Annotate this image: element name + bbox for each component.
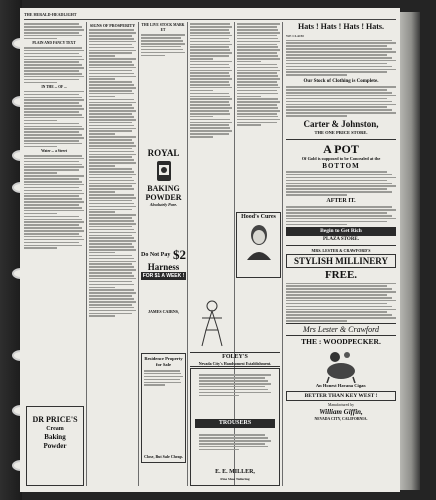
foleys-title: FOLEY'S: [222, 354, 248, 360]
harness-ad: [141, 248, 186, 298]
portrait-icon: [244, 222, 274, 260]
woodpecker-illustration-icon: [321, 347, 361, 383]
news-text: [286, 206, 396, 225]
millinery-title: STYLISH MILLINERY: [286, 254, 396, 268]
hats-store: THE ONE PRICE STORE.: [314, 129, 368, 135]
news-text: [286, 283, 396, 322]
news-text: [190, 93, 232, 118]
figure-illustration-icon: [192, 298, 232, 348]
column-rule: [282, 22, 283, 486]
news-text: [89, 99, 136, 135]
news-text: [89, 289, 136, 317]
column-2: [89, 22, 136, 486]
royal-line4: Absolutely Pure.: [149, 202, 178, 207]
divider: [286, 139, 396, 140]
hats-firm: Carter & Johnston,: [303, 118, 379, 129]
news-text: [24, 91, 84, 122]
harness-prefix: Do Not Pay: [141, 252, 171, 258]
news-text: [144, 370, 183, 386]
pot-headline: A POT: [323, 141, 359, 156]
trousers-name: E. E. MILLER,: [215, 469, 255, 475]
news-text: [89, 29, 136, 57]
news-text: [89, 168, 136, 193]
royal-baking-ad: [141, 148, 186, 238]
news-text: [199, 373, 271, 413]
news-text: [237, 98, 280, 126]
divider: [286, 245, 396, 246]
headline: SIGNS OF PROSPERITY: [89, 23, 136, 28]
royal-line2: BAKING: [147, 184, 180, 193]
hoods-ad: [236, 212, 281, 278]
news-text: [286, 40, 396, 76]
news-text: [89, 58, 136, 80]
harness-line3: FOR $1 A WEEK !: [142, 273, 185, 279]
millinery-script: Mrs Lester & Crawford: [286, 323, 396, 336]
hats-clothing: Our Stock of Clothing is Complete.: [303, 78, 379, 84]
dr-price-line4: Powder: [43, 442, 67, 450]
millinery-firm: MRS. LESTER & CRAWFORD'S: [311, 248, 371, 254]
column-rule: [138, 22, 139, 486]
news-text: [89, 81, 136, 97]
hoods-title: Hood's Cures: [241, 214, 276, 220]
masthead-rule: [24, 19, 396, 20]
news-text: [89, 136, 136, 167]
baking-powder-can-icon: [154, 159, 174, 183]
trousers-tag: Fine Shoe Tailoring: [220, 477, 250, 481]
page-edge: [398, 12, 420, 490]
woodpecker-better: BETTER THAN KEY WEST !: [286, 391, 396, 401]
headline: Water ... a Street: [41, 148, 67, 153]
news-text: [286, 86, 396, 117]
news-text: [89, 255, 136, 288]
plaza-store: PLAZA STORE.: [322, 237, 360, 243]
trousers-word: TROUSERS: [195, 419, 275, 428]
newspaper-page: [20, 8, 400, 492]
news-text: [24, 175, 84, 214]
news-text: [190, 23, 232, 59]
woodpecker-tag: An Honest Havana Cigar.: [315, 382, 367, 388]
news-text: [89, 214, 136, 253]
column-rule: [187, 22, 188, 486]
pot-after: AFTER IT.: [326, 197, 356, 204]
headline: THE LIVE STOCK MARKET: [141, 23, 185, 32]
dr-price-line3: Baking: [44, 433, 66, 441]
pot-sub1: Of Gold is supposed to be Concealed at the: [301, 155, 381, 161]
news-text: [24, 47, 84, 83]
news-text: [24, 155, 84, 174]
headline: IN THE ... OF ...: [41, 84, 67, 89]
hats-claim: WE CLAIM: [286, 34, 304, 38]
woodpecker-city: NEVADA CITY, CALIFORNIA.: [314, 416, 368, 421]
headline: PLAIN AND FANCY TEXT: [32, 40, 76, 45]
woodpecker-name: William Giffin,: [319, 407, 363, 416]
hats-headline: Hats ! Hats ! Hats ! Hats.: [298, 22, 384, 31]
royal-line3: POWDER: [145, 193, 182, 202]
news-text: [89, 194, 136, 213]
masthead-title: THE HERALD-HEADLIGHT: [24, 12, 77, 17]
binding-strip: [0, 0, 22, 500]
dr-price-line2: Cream: [46, 426, 64, 432]
james-cairns-name: JAMES CAIRNS,: [148, 309, 179, 314]
news-text: [24, 216, 84, 249]
foleys-ad: [190, 352, 280, 367]
residence-ad: [141, 353, 186, 463]
woodpecker-title: THE : WOODPECKER.: [301, 336, 381, 346]
dr-price-line1: DR PRICE'S: [32, 415, 78, 424]
royal-line1: ROYAL: [147, 148, 180, 158]
harness-price: $2: [173, 247, 186, 262]
news-text: [237, 23, 280, 62]
news-text: [199, 433, 271, 463]
woodpecker-by: Manufactured by: [327, 402, 355, 407]
news-text: [141, 34, 185, 56]
news-text: [24, 23, 84, 39]
news-text: [237, 64, 280, 97]
harness-line2: Harness: [147, 262, 180, 272]
residence-foot: Close, But Sale Cheap.: [144, 454, 183, 459]
pot-bottom: BOTTOM: [322, 161, 360, 170]
trousers-ad: [190, 368, 280, 486]
foleys-subtitle: Nevada City's Handsomest Establishment.: [198, 361, 272, 366]
column-rule: [86, 22, 87, 486]
millinery-free: FREE.: [324, 269, 358, 282]
news-text: [286, 171, 396, 196]
plaza-head: Begin to Get Rich: [286, 227, 396, 236]
dr-price-ad: [26, 406, 84, 486]
ad-column: [286, 22, 396, 486]
residence-title: Residence Property for Sale: [144, 356, 183, 367]
news-text: [24, 123, 84, 148]
news-text: [190, 119, 232, 138]
news-text: [190, 61, 232, 92]
